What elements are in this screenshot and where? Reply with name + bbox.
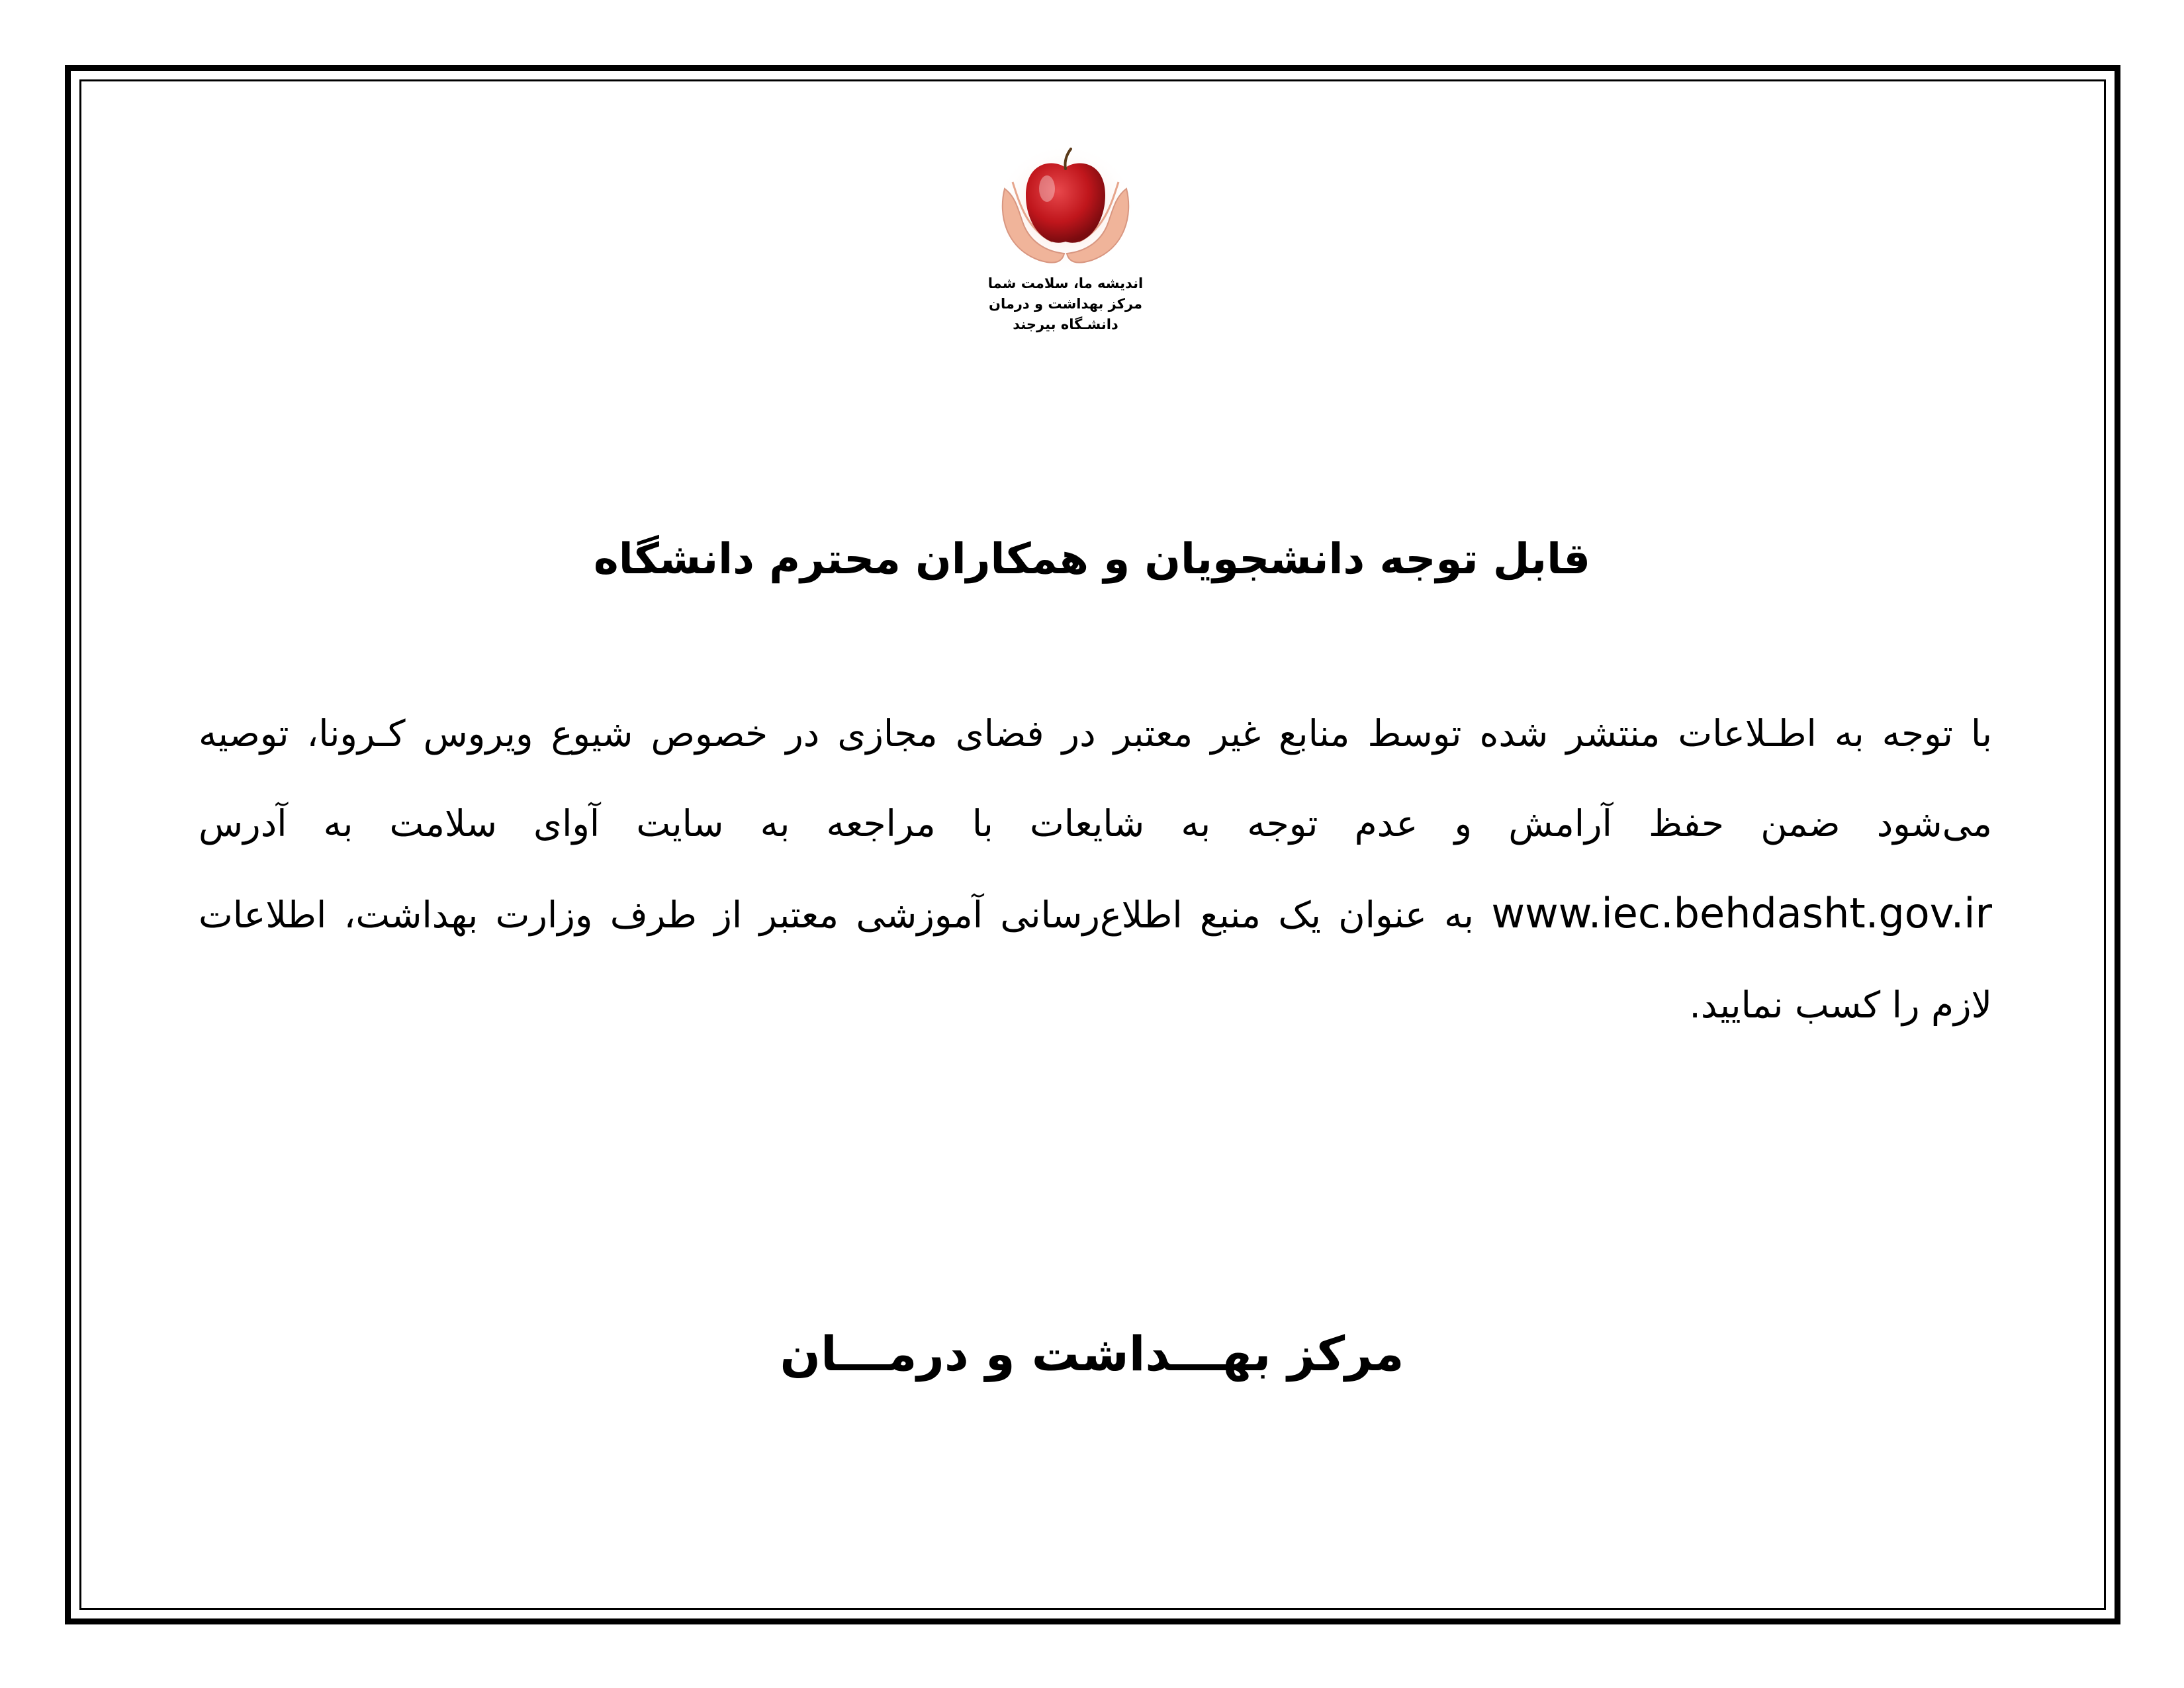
website-link[interactable]: www.iec.behdasht.gov.ir bbox=[1491, 889, 1992, 937]
body-text-part-2: به عنوان یک منبع اطلاع‌رسانی آموزشی معتبر از طرف وزارت بهداشت، اطلاعات لازم را کسب نمایید. bbox=[199, 894, 1992, 1026]
logo-org-name: مرکز بهداشت و درمان bbox=[989, 296, 1142, 312]
signature: مرکز بهـــداشت و درمـــان bbox=[780, 1326, 1404, 1382]
apple-in-hands-icon bbox=[993, 142, 1138, 275]
announcement-body bbox=[199, 688, 1992, 1050]
logo-caption bbox=[979, 273, 1152, 335]
body-text-part-1: با توجه به اطـلاعات منتشر شده توسط منابع غیر معتبر در فضای مجازی در خصوص شیوع ویروس کـرونا، توصیه می‌شود ضمن حفظ آرامش و عدم توجه به شایعات با مراجعه به سایت آوای سلامت به آدرس bbox=[199, 712, 1992, 845]
logo-university: دانشـگاه بیرجند bbox=[1013, 316, 1118, 332]
logo-slogan: اندیشه ما، سلامت شما bbox=[987, 275, 1144, 291]
logo bbox=[979, 142, 1152, 354]
page-title: قابل توجه دانشجویان و همکاران محترم دانشگاه bbox=[593, 535, 1591, 584]
